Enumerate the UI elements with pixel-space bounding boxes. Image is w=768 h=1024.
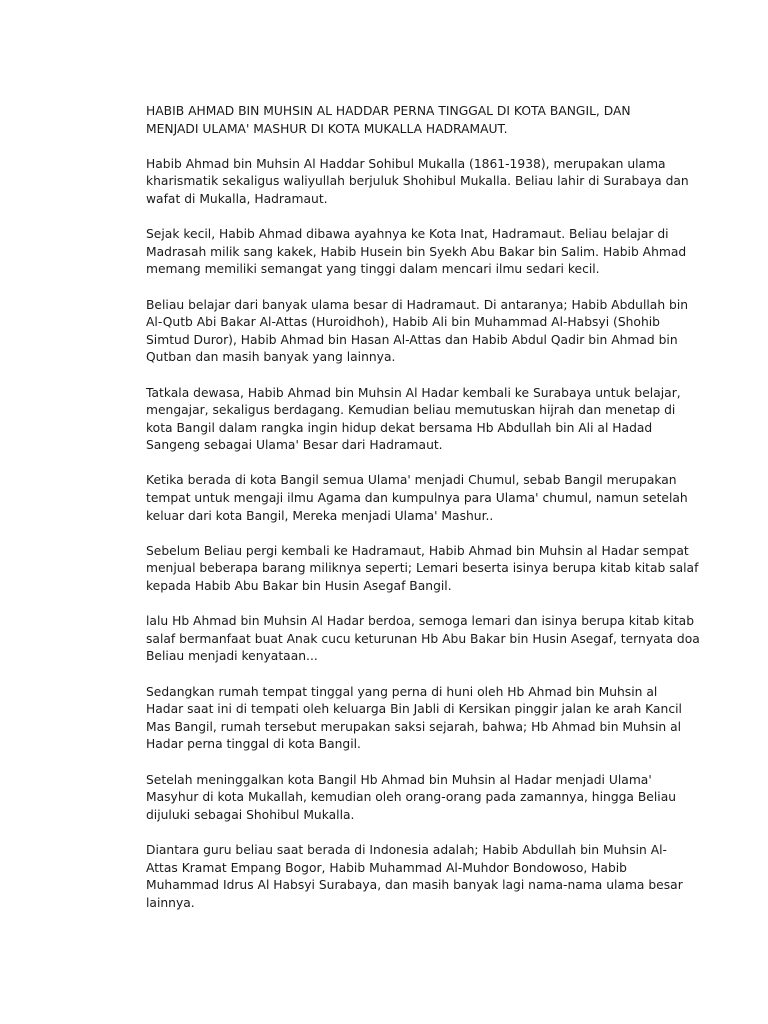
body-paragraph (146, 842, 683, 912)
text-line: Hadar saat ini di tempati oleh keluarga Bin Jabli di Kersikan pinggir jalan ke arah Kancil (146, 702, 682, 717)
text-line: Al-Qutb Abi Bakar Al-Attas (Huroidhoh), Habib Ali bin Muhammad Al-Habsyi (Shohib (146, 315, 660, 330)
text-line: kharismatik sekaligus waliyullah berjuluk Shohibul Mukalla. Beliau lahir di Surabaya dan (146, 174, 689, 189)
text-line: keluar dari kota Bangil, Mereka menjadi Ulama' Mashur.. (146, 508, 494, 523)
text-line: Setelah meninggalkan kota Bangil Hb Ahmad bin Muhsin al Hadar menjadi Ulama' (146, 772, 652, 787)
body-paragraph (146, 684, 682, 754)
text-line: MENJADI ULAMA' MASHUR DI KOTA MUKALLA HADRAMAUT. (146, 121, 508, 136)
text-line: Hadar perna tinggal di kota Bangil. (146, 737, 361, 752)
text-line: Diantara guru beliau saat berada di Indonesia adalah; Habib Abdullah bin Muhsin Al- (146, 842, 667, 857)
text-line: Mas Bangil, rumah tersebut merupakan saksi sejarah, bahwa; Hb Ahmad bin Muhsin al (146, 719, 682, 734)
body-paragraph (146, 156, 689, 209)
text-line: Sejak kecil, Habib Ahmad dibawa ayahnya ke Kota Inat, Hadramaut. Beliau belajar di (146, 227, 669, 242)
text-line: HABIB AHMAD BIN MUHSIN AL HADDAR PERNA TINGGAL DI KOTA BANGIL, DAN (146, 104, 631, 118)
text-line: menjual beberapa barang miliknya seperti; Lemari beserta isinya berupa kitab kitab salaf (146, 561, 699, 576)
text-line: memang memiliki semangat yang tinggi dalam mencari ilmu sedari kecil. (146, 262, 600, 277)
body-paragraph (146, 543, 699, 596)
body-paragraph (146, 297, 689, 367)
text-line: Madrasah milik sang kakek, Habib Husein bin Syekh Abu Bakar bin Salim. Habib Ahmad (146, 244, 687, 259)
text-line: Sangeng sebagai Ulama' Besar dari Hadramaut. (146, 438, 443, 453)
text-line: lainnya. (146, 895, 195, 910)
text-line: Beliau menjadi kenyataan... (146, 649, 318, 664)
text-line: lalu Hb Ahmad bin Muhsin Al Hadar berdoa, semoga lemari dan isinya berupa kitab kitab (146, 614, 695, 629)
text-line: Muhammad Idrus Al Habsyi Surabaya, dan masih banyak lagi nama-nama ulama besar (146, 878, 683, 893)
text-line: Sebelum Beliau pergi kembali ke Hadramaut, Habib Ahmad bin Muhsin al Hadar sempat (146, 543, 689, 558)
body-paragraph (146, 472, 688, 525)
text-line: kepada Habib Abu Bakar bin Husin Asegaf Bangil. (146, 579, 452, 594)
text-line: Beliau belajar dari banyak ulama besar di Hadramaut. Di antaranya; Habib Abdullah bin (146, 297, 689, 312)
text-line: tempat untuk mengaji ilmu Agama dan kumpulnya para Ulama' chumul, namun setelah (146, 491, 688, 506)
text-line: Attas Kramat Empang Bogor, Habib Muhammad Al-Muhdor Bondowoso, Habib (146, 860, 627, 875)
body-paragraph (146, 613, 700, 666)
text-line: Simtud Duror), Habib Ahmad bin Hasan Al-Attas dan Habib Abdul Qadir bin Ahmad bin (146, 332, 678, 347)
text-line: kota Bangil dalam rangka ingin hidup dekat bersama Hb Abdullah bin Ali al Hadad (146, 420, 653, 435)
text-line: Masyhur di kota Mukallah, kemudian oleh orang-orang pada zamannya, hingga Beliau (146, 790, 677, 805)
body-paragraph (146, 226, 687, 279)
text-line: Tatkala dewasa, Habib Ahmad bin Muhsin Al Hadar kembali ke Surabaya untuk belajar, (146, 385, 681, 400)
text-line: dijuluki sebagai Shohibul Mukalla. (146, 807, 355, 822)
document-page (146, 103, 700, 930)
document-title (146, 103, 666, 138)
text-line: Sedangkan rumah tempat tinggal yang perna di huni oleh Hb Ahmad bin Muhsin al (146, 684, 658, 699)
body-paragraph (146, 385, 681, 455)
text-line: salaf bermanfaat buat Anak cucu keturunan Hb Abu Bakar bin Husin Asegaf, ternyata doa (146, 631, 700, 646)
body-paragraph (146, 772, 677, 825)
text-line: wafat di Mukalla, Hadramaut. (146, 191, 328, 206)
text-line: Habib Ahmad bin Muhsin Al Haddar Sohibul Mukalla (1861-1938), merupakan ulama (146, 156, 666, 171)
text-line: mengajar, sekaligus berdagang. Kemudian beliau memutuskan hijrah dan menetap di (146, 403, 676, 418)
text-line: Qutban dan masih banyak yang lainnya. (146, 350, 396, 365)
text-line: Ketika berada di kota Bangil semua Ulama' menjadi Chumul, sebab Bangil merupakan (146, 473, 677, 488)
